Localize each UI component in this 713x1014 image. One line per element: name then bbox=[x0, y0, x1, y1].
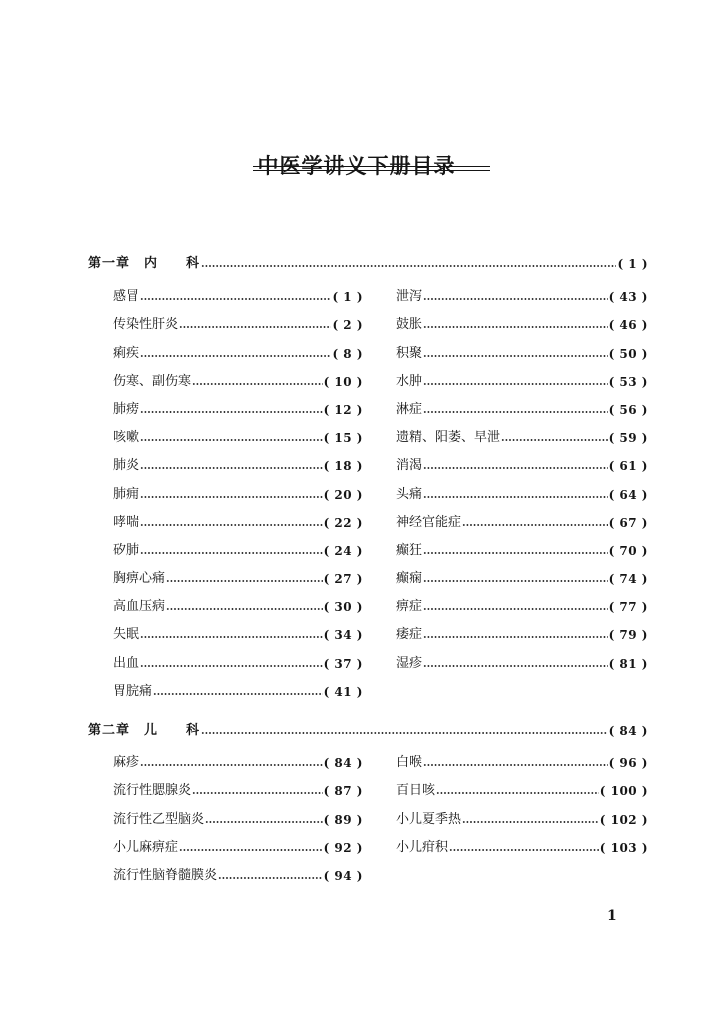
dot-leader bbox=[423, 466, 608, 470]
page-ref: ( 27 ) bbox=[323, 572, 363, 587]
page-ref: ( 67 ) bbox=[608, 515, 648, 530]
dot-leader bbox=[423, 495, 608, 499]
entry-title: 湿疹 bbox=[396, 655, 423, 671]
dot-leader bbox=[179, 848, 323, 852]
toc-entry bbox=[396, 423, 648, 451]
dot-leader bbox=[436, 791, 599, 795]
toc-left-column bbox=[113, 748, 363, 889]
toc-entry bbox=[113, 677, 363, 705]
chapter-title: 第二章 儿 科 bbox=[88, 723, 201, 738]
toc-entry bbox=[396, 367, 648, 395]
page-ref: ( 103 ) bbox=[599, 840, 648, 855]
toc-entry bbox=[396, 648, 648, 676]
entry-title: 胃脘痛 bbox=[113, 683, 153, 699]
dot-leader bbox=[462, 523, 608, 527]
dot-leader bbox=[140, 495, 323, 499]
page-ref: ( 79 ) bbox=[608, 628, 648, 643]
dot-leader bbox=[192, 382, 323, 386]
toc-entry bbox=[113, 592, 363, 620]
dot-leader bbox=[140, 523, 323, 527]
page-ref: ( 18 ) bbox=[323, 459, 363, 474]
entry-title: 神经官能症 bbox=[396, 514, 462, 530]
toc-entry bbox=[396, 833, 648, 861]
toc-entry bbox=[113, 338, 363, 366]
entry-title: 麻疹 bbox=[113, 755, 140, 771]
toc-entry bbox=[113, 479, 363, 507]
entry-title: 胸痹心痛 bbox=[113, 571, 166, 587]
page-ref: ( 94 ) bbox=[323, 868, 363, 883]
page-ref: ( 87 ) bbox=[323, 784, 363, 799]
toc-entry bbox=[113, 833, 363, 861]
entry-title: 小儿麻痹症 bbox=[113, 839, 179, 855]
dot-leader bbox=[423, 297, 608, 301]
page-ref: ( 56 ) bbox=[608, 402, 648, 417]
toc-entry bbox=[396, 451, 648, 479]
toc-entry bbox=[113, 395, 363, 423]
entry-title: 出血 bbox=[113, 655, 140, 671]
dot-leader bbox=[140, 438, 323, 442]
toc-entry bbox=[396, 282, 648, 310]
page-ref: ( 24 ) bbox=[323, 543, 363, 558]
toc-right-column bbox=[396, 748, 648, 861]
toc-entry bbox=[396, 592, 648, 620]
toc-entry bbox=[113, 451, 363, 479]
page-ref: ( 30 ) bbox=[323, 600, 363, 615]
dot-leader bbox=[201, 731, 608, 735]
page-ref: ( 1 ) bbox=[332, 290, 363, 305]
toc-entry bbox=[113, 423, 363, 451]
toc-entry bbox=[396, 536, 648, 564]
page-ref: ( 96 ) bbox=[608, 756, 648, 771]
toc-entry bbox=[113, 620, 363, 648]
page-ref: ( 43 ) bbox=[608, 290, 648, 305]
toc-entry bbox=[113, 367, 363, 395]
toc-left-column bbox=[113, 282, 363, 705]
page-ref: ( 15 ) bbox=[323, 431, 363, 446]
dot-leader bbox=[140, 635, 323, 639]
entry-title: 哮喘 bbox=[113, 514, 140, 530]
dot-leader bbox=[166, 607, 323, 611]
dot-leader bbox=[166, 579, 323, 583]
entry-title: 肺炎 bbox=[113, 458, 140, 474]
toc-right-column bbox=[396, 282, 648, 677]
chapter-heading bbox=[88, 716, 648, 738]
entry-title: 流行性腮腺炎 bbox=[113, 783, 192, 799]
entry-title: 癫狂 bbox=[396, 542, 423, 558]
toc-entry bbox=[113, 508, 363, 536]
entry-title: 矽肺 bbox=[113, 542, 140, 558]
dot-leader bbox=[140, 297, 331, 301]
entry-title: 小儿疳积 bbox=[396, 839, 449, 855]
entry-title: 积聚 bbox=[396, 345, 423, 361]
page-ref: ( 70 ) bbox=[608, 543, 648, 558]
chapter-heading bbox=[88, 249, 648, 271]
entry-title: 流行性脑脊髓膜炎 bbox=[113, 867, 218, 883]
dot-leader bbox=[140, 664, 323, 668]
page-ref: ( 64 ) bbox=[608, 487, 648, 502]
dot-leader bbox=[140, 763, 323, 767]
page-ref: ( 92 ) bbox=[323, 840, 363, 855]
dot-leader bbox=[179, 325, 331, 329]
toc-entry bbox=[113, 776, 363, 804]
title-underline bbox=[253, 166, 490, 167]
toc-entry bbox=[113, 648, 363, 676]
entry-title: 流行性乙型脑炎 bbox=[113, 811, 205, 827]
entry-title: 水肿 bbox=[396, 373, 423, 389]
entry-title: 消渴 bbox=[396, 458, 423, 474]
entry-title: 肺痈 bbox=[113, 486, 140, 502]
entry-title: 癫痫 bbox=[396, 571, 423, 587]
entry-title: 高血压病 bbox=[113, 599, 166, 615]
page-number: 1 bbox=[607, 908, 617, 924]
entry-title: 头痛 bbox=[396, 486, 423, 502]
page-ref: ( 102 ) bbox=[599, 812, 648, 827]
entry-title: 痿症 bbox=[396, 627, 423, 643]
dot-leader bbox=[423, 607, 608, 611]
page-ref: ( 34 ) bbox=[323, 628, 363, 643]
dot-leader bbox=[449, 848, 599, 852]
page-ref: ( 22 ) bbox=[323, 515, 363, 530]
entry-title: 痢疾 bbox=[113, 345, 140, 361]
entry-title: 泄泻 bbox=[396, 289, 423, 305]
dot-leader bbox=[192, 791, 323, 795]
dot-leader bbox=[423, 354, 608, 358]
entry-title: 百日咳 bbox=[396, 783, 436, 799]
page-ref: ( 77 ) bbox=[608, 600, 648, 615]
dot-leader bbox=[423, 635, 608, 639]
entry-title: 鼓胀 bbox=[396, 317, 423, 333]
dot-leader bbox=[153, 692, 323, 696]
entry-title: 痹症 bbox=[396, 599, 423, 615]
dot-leader bbox=[140, 551, 323, 555]
title-underline bbox=[253, 170, 490, 171]
dot-leader bbox=[201, 264, 616, 268]
page-ref: ( 46 ) bbox=[608, 318, 648, 333]
entry-title: 肺痨 bbox=[113, 401, 140, 417]
page-ref: ( 8 ) bbox=[332, 346, 363, 361]
page-ref: ( 10 ) bbox=[323, 374, 363, 389]
entry-title: 失眠 bbox=[113, 627, 140, 643]
toc-entry bbox=[396, 338, 648, 366]
toc-entry bbox=[113, 748, 363, 776]
page-ref: ( 74 ) bbox=[608, 572, 648, 587]
page-ref: ( 100 ) bbox=[599, 784, 648, 799]
page-ref: ( 37 ) bbox=[323, 656, 363, 671]
entry-title: 咳嗽 bbox=[113, 430, 140, 446]
toc-entry bbox=[396, 776, 648, 804]
toc-entry bbox=[396, 564, 648, 592]
dot-leader bbox=[501, 438, 608, 442]
page-ref: ( 61 ) bbox=[608, 459, 648, 474]
page-ref: ( 20 ) bbox=[323, 487, 363, 502]
dot-leader bbox=[140, 466, 323, 470]
entry-title: 淋症 bbox=[396, 401, 423, 417]
toc-entry bbox=[113, 861, 363, 889]
page-ref: ( 89 ) bbox=[323, 812, 363, 827]
entry-title: 感冒 bbox=[113, 289, 140, 305]
page-ref: ( 12 ) bbox=[323, 402, 363, 417]
toc-entry bbox=[113, 804, 363, 832]
dot-leader bbox=[423, 579, 608, 583]
page-ref: ( 41 ) bbox=[323, 684, 363, 699]
page-ref: ( 84 ) bbox=[323, 756, 363, 771]
toc-entry bbox=[396, 479, 648, 507]
toc-entry bbox=[396, 508, 648, 536]
page-ref: ( 50 ) bbox=[608, 346, 648, 361]
dot-leader bbox=[423, 664, 608, 668]
dot-leader bbox=[462, 820, 599, 824]
entry-title: 伤寒、副伤寒 bbox=[113, 373, 192, 389]
dot-leader bbox=[205, 820, 323, 824]
page-ref: ( 84 ) bbox=[608, 724, 648, 738]
page-ref: ( 1 ) bbox=[617, 257, 648, 271]
toc-entry bbox=[396, 620, 648, 648]
dot-leader bbox=[140, 354, 331, 358]
entry-title: 遗精、阳萎、早泄 bbox=[396, 430, 501, 446]
entry-title: 传染性肝炎 bbox=[113, 317, 179, 333]
dot-leader bbox=[423, 763, 608, 767]
chapter-title: 第一章 内 科 bbox=[88, 256, 201, 271]
page-title: 中医学讲义下册目录 bbox=[257, 153, 456, 179]
dot-leader bbox=[423, 382, 608, 386]
dot-leader bbox=[423, 325, 608, 329]
dot-leader bbox=[218, 876, 323, 880]
toc-entry bbox=[396, 748, 648, 776]
toc-entry bbox=[396, 395, 648, 423]
toc-entry bbox=[113, 564, 363, 592]
entry-title: 小儿夏季热 bbox=[396, 811, 462, 827]
toc-entry bbox=[396, 310, 648, 338]
toc-entry bbox=[113, 536, 363, 564]
page-ref: ( 2 ) bbox=[332, 318, 363, 333]
page-ref: ( 53 ) bbox=[608, 374, 648, 389]
toc-entry bbox=[113, 310, 363, 338]
page-ref: ( 59 ) bbox=[608, 431, 648, 446]
dot-leader bbox=[423, 410, 608, 414]
toc-entry bbox=[396, 804, 648, 832]
page-ref: ( 81 ) bbox=[608, 656, 648, 671]
dot-leader bbox=[140, 410, 323, 414]
dot-leader bbox=[423, 551, 608, 555]
entry-title: 白喉 bbox=[396, 755, 423, 771]
toc-entry bbox=[113, 282, 363, 310]
